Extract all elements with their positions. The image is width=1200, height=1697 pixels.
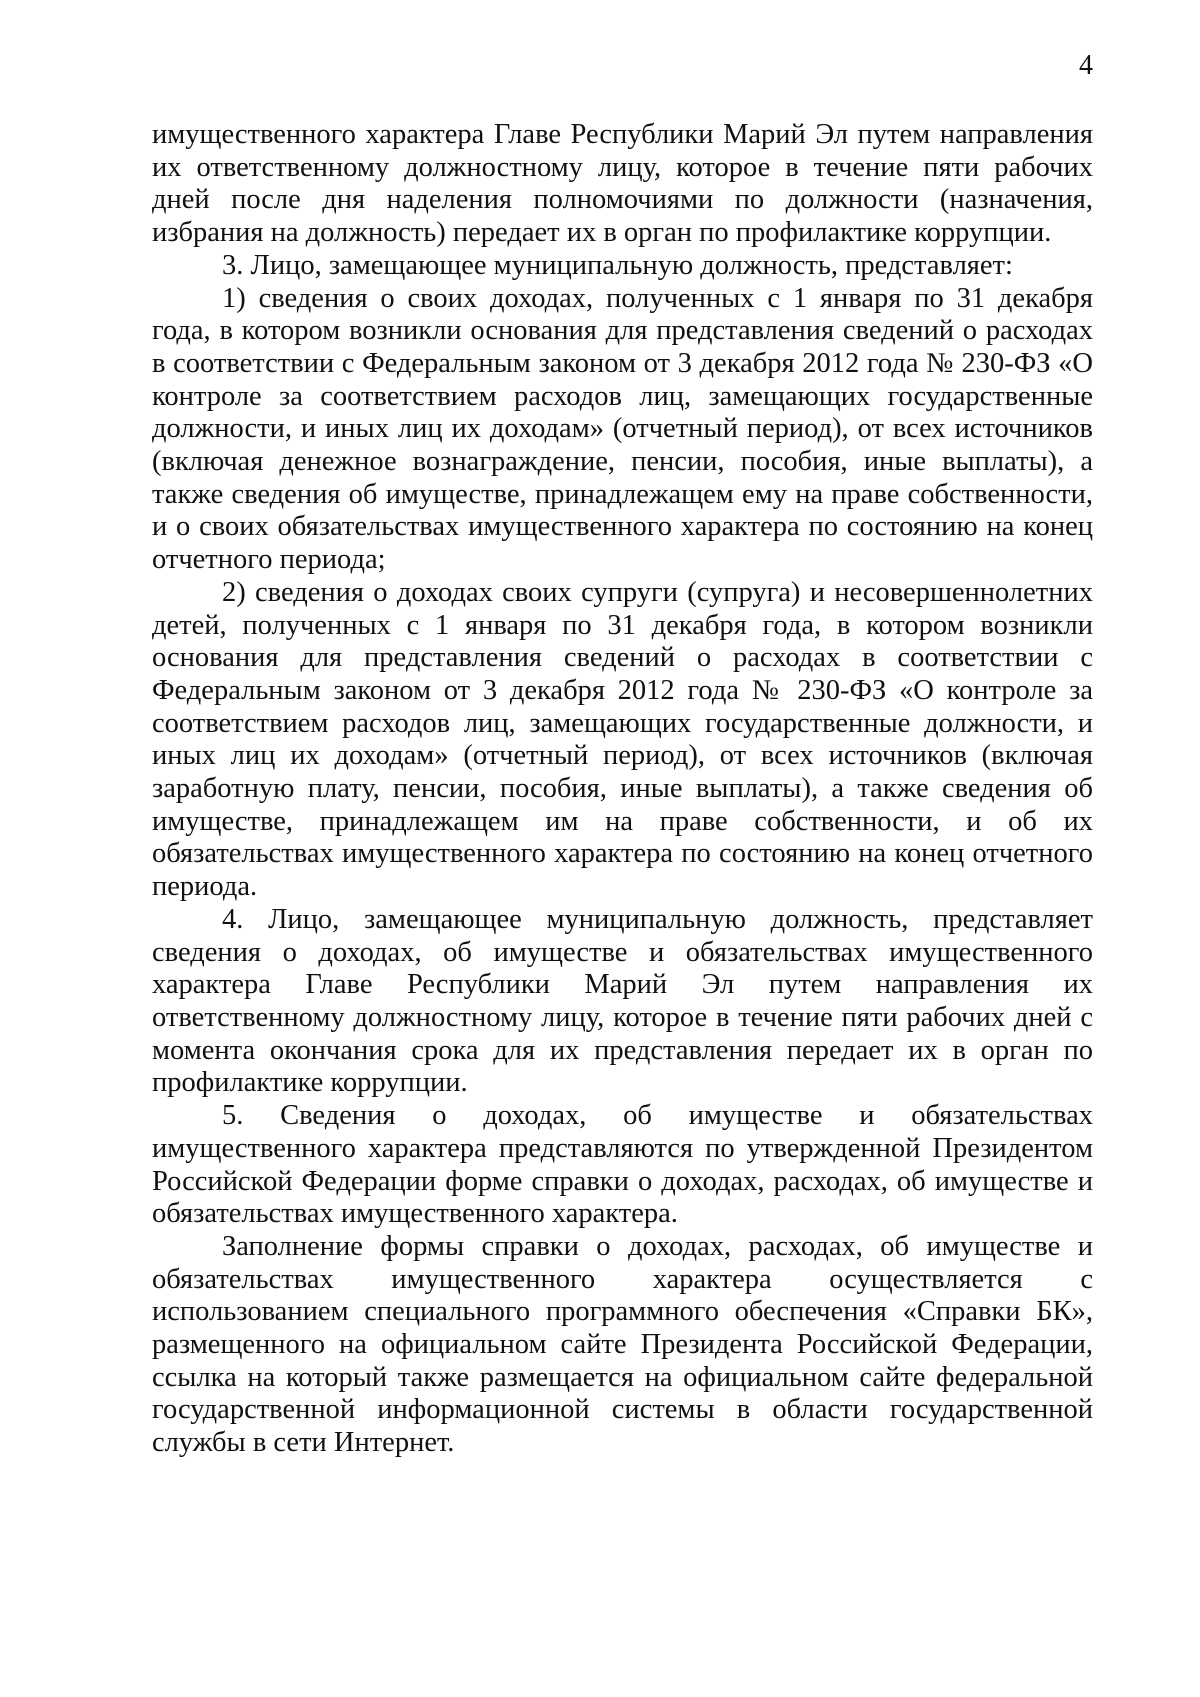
page-number: 4	[1079, 50, 1093, 81]
paragraph-item-3: 3. Лицо, замещающее муниципальную должность, представляет:	[222, 249, 1013, 281]
paragraph-item-4: 4. Лицо, замещающее муниципальную должность, представляет сведения о доходах, об имуществе и обязательствах имущественного характера Главе Республики Марий Эл путем направления их ответственному должностному лицу, которое в течение пяти рабочих дней с момента окончания срока для их представления передает их в орган по профилактике коррупции.	[152, 903, 1093, 1099]
paragraph-subitem-1: 1) сведения о своих доходах, полученных с 1 января по 31 декабря года, в котором возникли основания для представления сведений о расходах в соответствии с Федеральным законом от 3 декабря 2012 года № 230-ФЗ «О контроле за соответствием расходов лиц, замещающих государственные должности, и иных лиц их доходам» (отчетный период), от всех источников (включая денежное вознаграждение, пенсии, пособия, иные выплаты), а также сведения об имуществе, принадлежащем ему на праве собственности, и о своих обязательствах имущественного характера по состоянию на конец отчетного периода;	[152, 282, 1093, 576]
paragraph-item-5: 5. Сведения о доходах, об имуществе и обязательствах имущественного характера представляются по утвержденной Президентом Российской Федерации форме справки о доходах, расходах, об имуществе и обязательствах имущественного характера.	[152, 1100, 1093, 1230]
document-body	[152, 119, 1093, 1460]
paragraph-form-filling: Заполнение формы справки о доходах, расходах, об имуществе и обязательствах имущественного характера осуществляется с использованием специального программного обеспечения «Справки БК», размещенного на официальном сайте Президента Российской Федерации, ссылка на который также размещается на официальном сайте федеральной государственной информационной системы в области государственной службы в сети Интернет.	[152, 1230, 1093, 1459]
paragraph-subitem-2: 2) сведения о доходах своих супруги (супруга) и несовершеннолетних детей, полученных с 1 января по 31 декабря года, в котором возникли основания для представления сведений о расходах в соответствии с Федеральным законом от 3 декабря 2012 года № 230-ФЗ «О контроле за соответствием расходов лиц, замещающих государственные должности, и иных лиц их доходам» (отчетный период), от всех источников (включая заработную плату, пенсии, пособия, иные выплаты), а также сведения об имуществе, принадлежащем им на праве собственности, и об их обязательствах имущественного характера по состоянию на конец отчетного периода.	[152, 576, 1093, 903]
paragraph-continuation: имущественного характера Главе Республики Марий Эл путем направления их ответственному должностному лицу, которое в течение пяти рабочих дней после дня наделения полномочиями по должности (назначения, избрания на должность) передает их в орган по профилактике коррупции.	[152, 119, 1093, 249]
